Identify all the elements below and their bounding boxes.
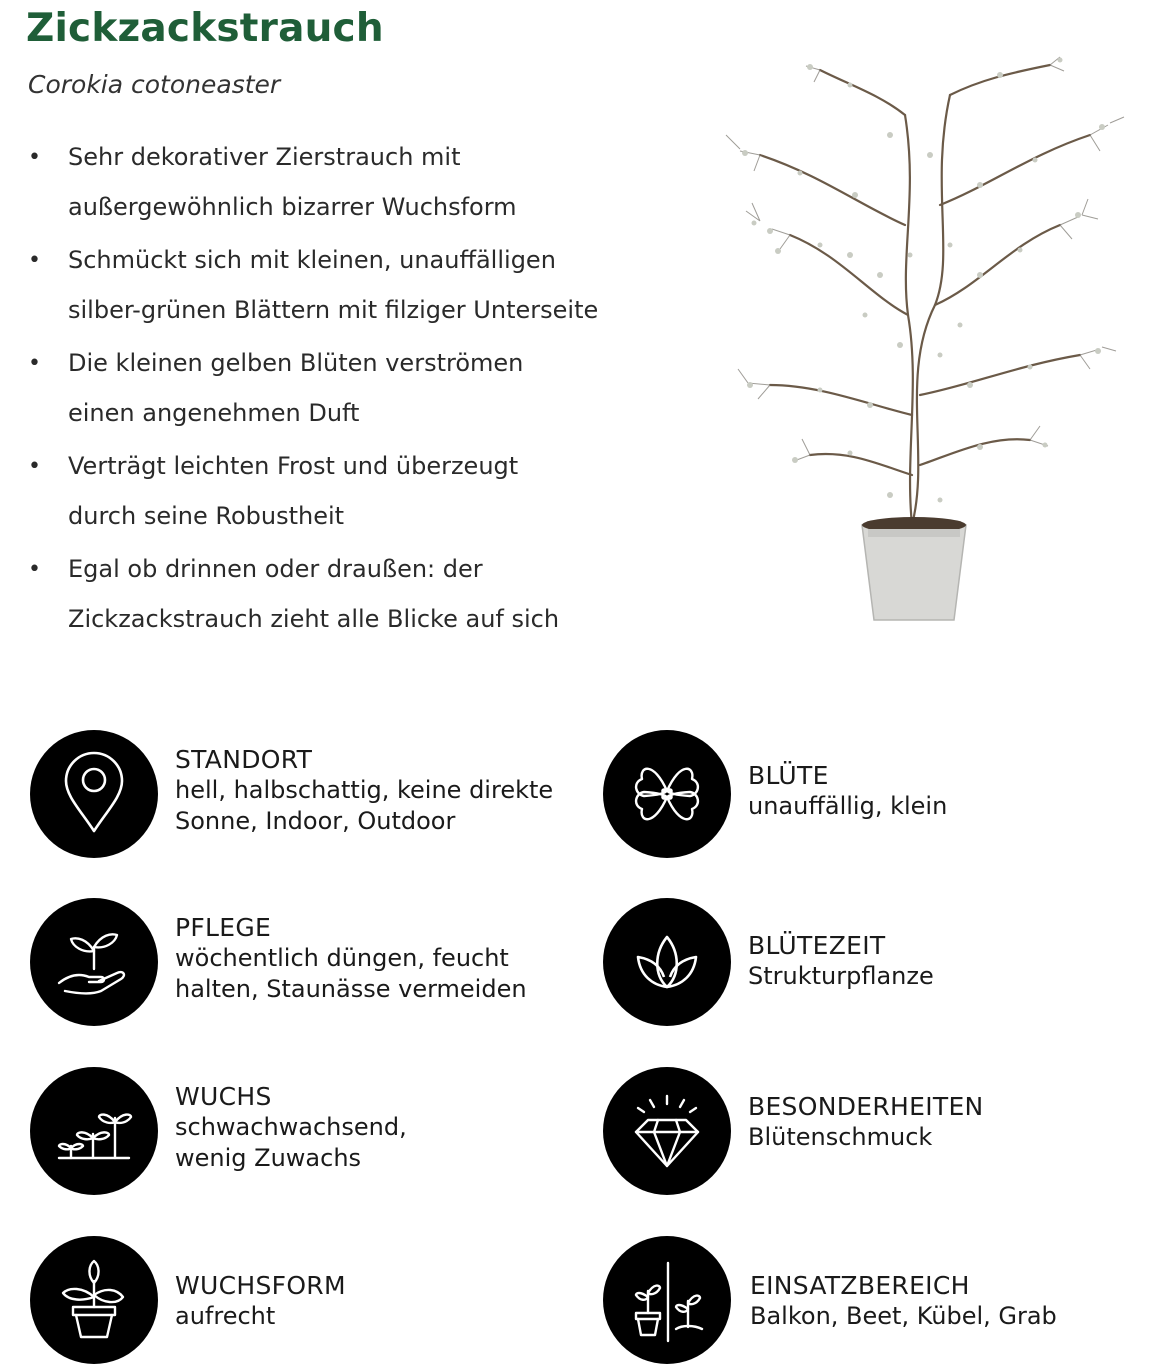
feature-label: BLÜTEZEIT — [748, 931, 886, 960]
flower-icon — [603, 730, 731, 858]
page-title: Zickzackstrauch — [26, 6, 384, 51]
bullet-dot: • — [28, 351, 41, 376]
bullet-item — [28, 236, 628, 335]
hand-sprout-icon — [30, 898, 158, 1026]
bullet-line: Sehr dekorativer Zierstrauch mit — [68, 143, 461, 171]
botanical-name: Corokia cotoneaster — [28, 70, 281, 99]
feature-description: wöchentlich düngen, feucht — [175, 944, 509, 972]
bullet-line: Schmückt sich mit kleinen, unauffälligen — [68, 246, 556, 274]
feature-wuchsform — [30, 1236, 550, 1366]
feature-bluete — [603, 730, 1123, 860]
bullet-line: Egal ob drinnen oder draußen: der — [68, 555, 483, 583]
feature-einsatzbereich — [603, 1236, 1123, 1366]
feature-label: EINSATZBEREICH — [750, 1271, 970, 1300]
bullet-line: durch seine Robustheit — [68, 501, 345, 530]
pot-and-ground-plant-icon — [603, 1236, 731, 1364]
diamond-icon — [603, 1067, 731, 1195]
feature-label: PFLEGE — [175, 913, 272, 942]
bullet-item — [28, 442, 628, 541]
bullet-line: Die kleinen gelben Blüten verströmen — [68, 349, 524, 377]
feature-description: aufrecht — [175, 1302, 276, 1330]
feature-label: WUCHSFORM — [175, 1271, 346, 1300]
bullet-dot: • — [28, 454, 41, 479]
bullet-dot: • — [28, 145, 41, 170]
feature-wuchs — [30, 1067, 550, 1197]
feature-description: hell, halbschattig, keine direkte — [175, 776, 554, 804]
feature-description: halten, Staunässe vermeiden — [175, 975, 527, 1003]
feature-description: wenig Zuwachs — [175, 1144, 362, 1172]
potted-plant-icon — [30, 1236, 158, 1364]
bullet-dot: • — [28, 557, 41, 582]
product-photo-plant — [650, 55, 1130, 635]
bullet-item — [28, 339, 628, 438]
bullet-dot: • — [28, 248, 41, 273]
feature-description: schwachwachsend, — [175, 1113, 407, 1141]
feature-besonderheiten — [603, 1067, 1123, 1197]
growing-sprouts-icon — [30, 1067, 158, 1195]
bullet-item — [28, 545, 628, 644]
bullet-item — [28, 133, 628, 232]
lotus-icon — [603, 898, 731, 1026]
feature-bullet-list — [28, 133, 628, 648]
bullet-line: silber-grünen Blättern mit filziger Unterseite — [68, 295, 599, 324]
bullet-line: einen angenehmen Duft — [68, 398, 360, 427]
feature-description: Sonne, Indoor, Outdoor — [175, 807, 456, 835]
feature-label: WUCHS — [175, 1082, 272, 1111]
feature-label: BESONDERHEITEN — [748, 1092, 984, 1121]
feature-label: BLÜTE — [748, 761, 829, 790]
feature-pflege — [30, 898, 550, 1028]
feature-description: unauffällig, klein — [748, 792, 948, 820]
feature-bluetezeit — [603, 898, 1123, 1028]
feature-standort — [30, 730, 554, 860]
bullet-line: Verträgt leichten Frost und überzeugt — [68, 452, 519, 480]
feature-description: Strukturpflanze — [748, 962, 934, 990]
feature-description: Balkon, Beet, Kübel, Grab — [750, 1302, 1057, 1330]
feature-label: STANDORT — [175, 745, 313, 774]
bullet-line: Zickzackstrauch zieht alle Blicke auf sich — [68, 604, 560, 633]
bullet-line: außergewöhnlich bizarrer Wuchsform — [68, 192, 517, 221]
feature-description: Blütenschmuck — [748, 1123, 933, 1151]
location-pin-icon — [30, 730, 158, 858]
